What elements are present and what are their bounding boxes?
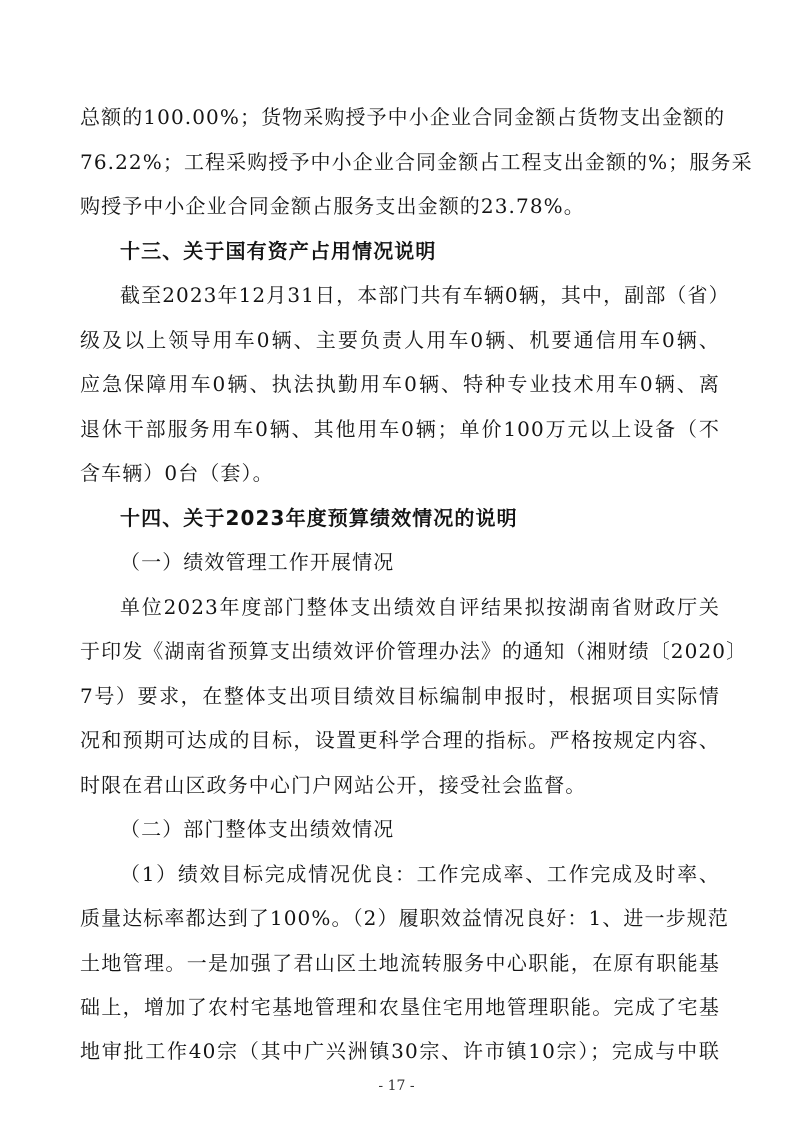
paragraph-line: 质量达标率都达到了100%。（2）履职效益情况良好：1、进一步规范 — [80, 906, 729, 930]
paragraph-line: 础上，增加了农村宅基地管理和农垦住宅用地管理职能。完成了宅基 — [80, 995, 720, 1019]
paragraph-line: 退休干部服务用车0辆、其他用车0辆；单价100万元以上设备（不 — [80, 417, 720, 441]
paragraph-line: 况和预期可达成的目标，设置更科学合理的指标。严格按规定内容、 — [80, 728, 720, 752]
paragraph-line: 应急保障用车0辆、执法执勤用车0辆、特种专业技术用车0辆、离 — [80, 372, 720, 396]
paragraph-line: （1）绩效目标完成情况优良：工作完成率、工作完成及时率、 — [120, 862, 720, 886]
paragraph-line: 76.22%；工程采购授予中小企业合同金额占工程支出金额的%；服务采 — [80, 150, 753, 174]
page-number: - 17 - — [378, 1078, 415, 1094]
paragraph-line: 含车辆）0台（套）。 — [80, 461, 274, 485]
paragraph-line: 地审批工作40宗（其中广兴洲镇30宗、许市镇10宗）；完成与中联 — [80, 1039, 720, 1063]
paragraph-line: 于印发《湖南省预算支出绩效评价管理办法》的通知（湘财绩〔2020〕 — [80, 639, 748, 663]
paragraph-line: 级及以上领导用车0辆、主要负责人用车0辆、机要通信用车0辆、 — [80, 328, 720, 352]
subsection-heading: （二）部门整体支出绩效情况 — [120, 817, 395, 841]
paragraph-line: 单位2023年度部门整体支出绩效自评结果拟按湖南省财政厅关 — [120, 595, 720, 619]
paragraph-line: 7号）要求，在整体支出项目绩效目标编制申报时，根据项目实际情 — [80, 684, 720, 708]
section-heading: 十四、关于2023年度预算绩效情况的说明 — [120, 506, 518, 530]
paragraph-line: 时限在君山区政务中心门户网站公开，接受社会监督。 — [80, 773, 587, 797]
section-heading: 十三、关于国有资产占用情况说明 — [120, 239, 437, 263]
paragraph-line: 购授予中小企业合同金额占服务支出金额的23.78%。 — [80, 194, 585, 218]
paragraph-line: 总额的100.00%；货物采购授予中小企业合同金额占货物支出金额的 — [80, 105, 726, 129]
paragraph-line: 截至2023年12月31日，本部门共有车辆0辆，其中，副部（省） — [120, 283, 730, 307]
paragraph-line: 土地管理。一是加强了君山区土地流转服务中心职能，在原有职能基 — [80, 951, 720, 975]
subsection-heading: （一）绩效管理工作开展情况 — [120, 550, 395, 574]
